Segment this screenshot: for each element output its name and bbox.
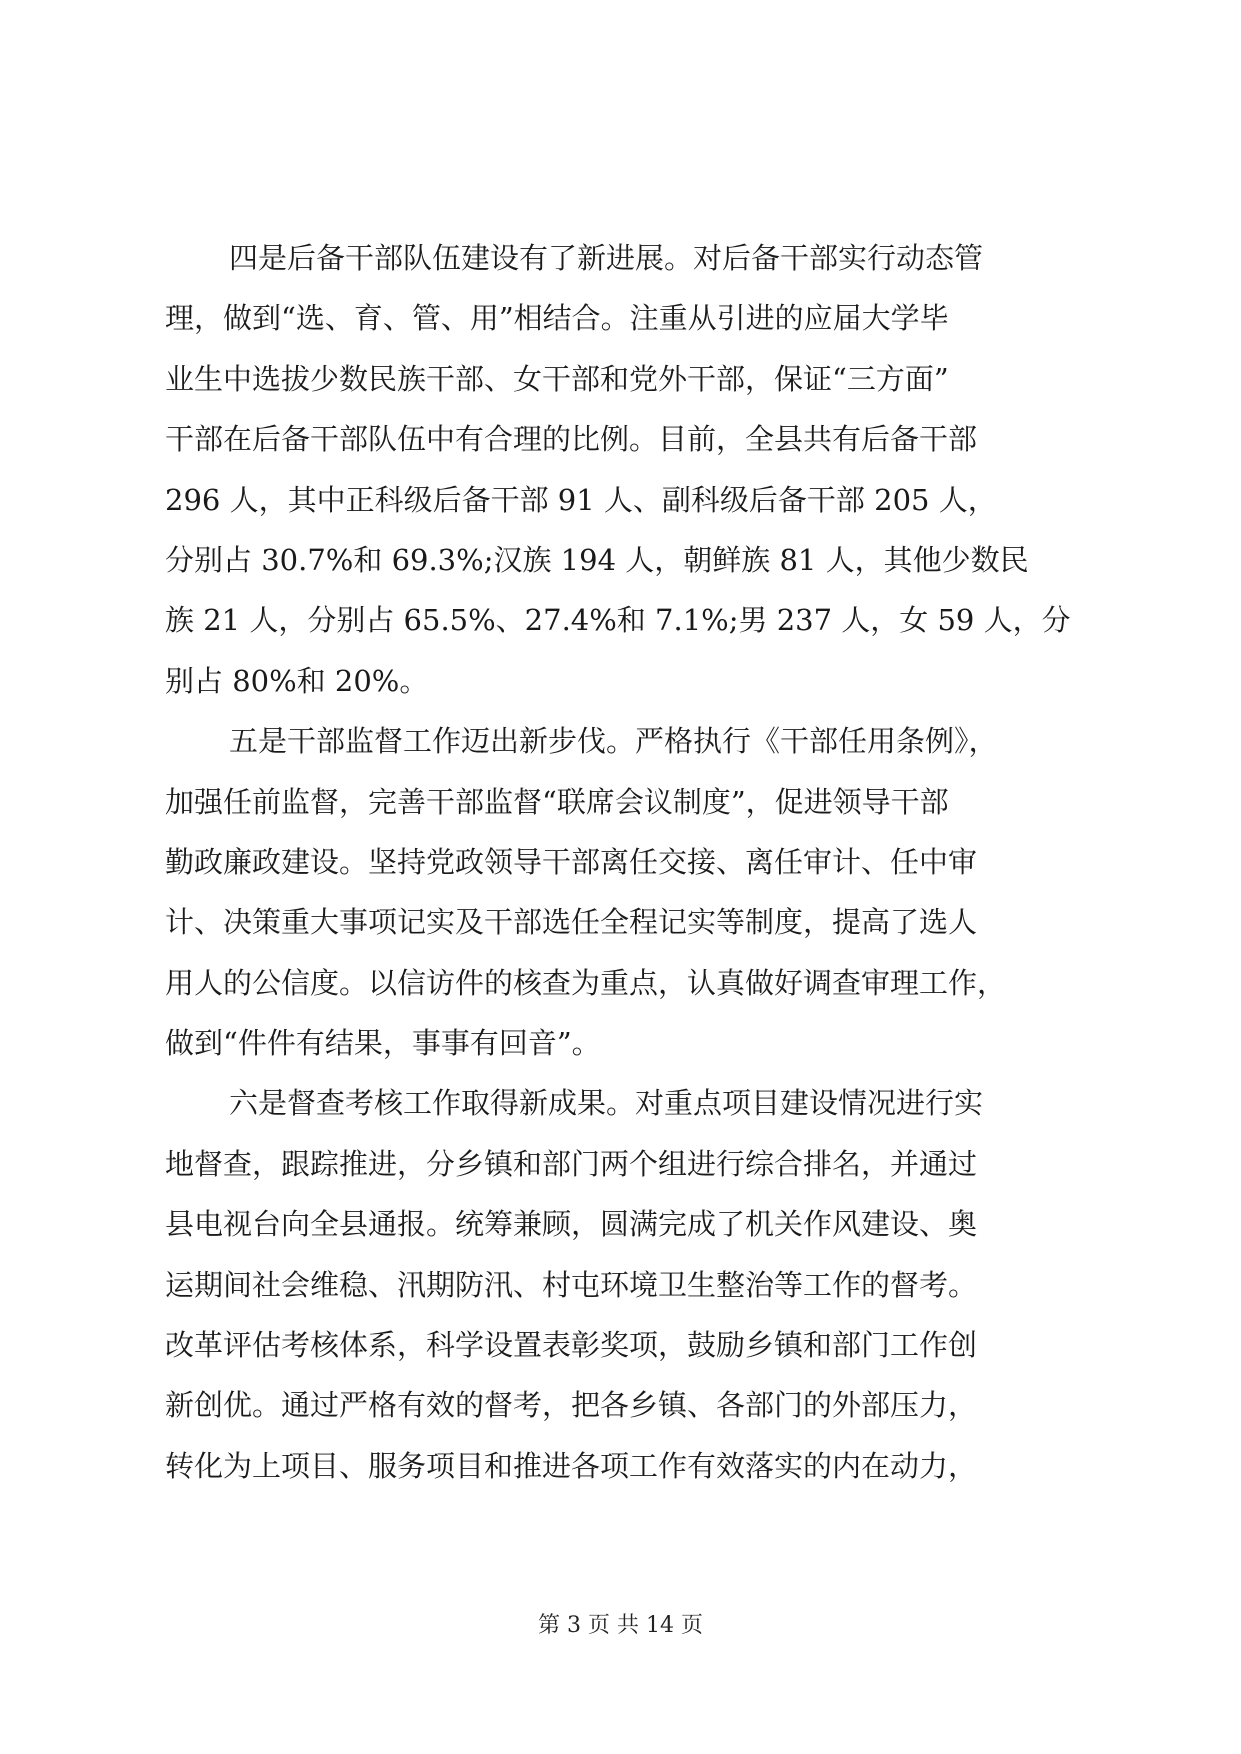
- paragraph-6-line-1: 六是督查考核工作取得新成果。对重点项目建设情况进行实: [229, 1086, 984, 1121]
- paragraph-5-line-5: 用人的公信度。以信访件的核查为重点，认真做好调查审理工作，: [165, 965, 1007, 1000]
- paragraph-5-line-2: 加强任前监督，完善干部监督“联席会议制度”，促进领导干部: [165, 784, 949, 819]
- paragraph-4-line-6: 分别占 30.7%和 69.3%;汉族 194 人，朝鲜族 81 人，其他少数民: [165, 542, 1029, 577]
- paragraph-4-line-5: 296 人，其中正科级后备干部 91 人、副科级后备干部 205 人，: [165, 482, 997, 517]
- paragraph-4-line-2: 理，做到“选、育、管、用”相结合。注重从引进的应届大学毕: [165, 301, 949, 336]
- paragraph-6-line-7: 转化为上项目、服务项目和推进各项工作有效落实的内在动力，: [165, 1448, 978, 1483]
- paragraph-6-line-4: 运期间社会维稳、汛期防汛、村屯环境卫生整治等工作的督考。: [165, 1267, 978, 1302]
- paragraph-5-line-6: 做到“件件有结果，事事有回音”。: [165, 1026, 601, 1061]
- paragraph-4-line-7: 族 21 人，分别占 65.5%、27.4%和 7.1%;男 237 人，女 59 人，分: [165, 603, 1071, 638]
- document-body: [165, 228, 1085, 1496]
- paragraph-4-line-4: 干部在后备干部队伍中有合理的比例。目前，全县共有后备干部: [165, 422, 978, 457]
- paragraph-5-line-4: 计、决策重大事项记实及干部选任全程记实等制度，提高了选人: [165, 905, 978, 940]
- paragraph-6-line-2: 地督查，跟踪推进，分乡镇和部门两个组进行综合排名，并通过: [165, 1146, 978, 1181]
- paragraph-4-line-3: 业生中选拔少数民族干部、女干部和党外干部，保证“三方面”: [165, 361, 949, 396]
- paragraph-4-line-8: 别占 80%和 20%。: [165, 663, 429, 698]
- paragraph-5-line-3: 勤政廉政建设。坚持党政领导干部离任交接、离任审计、任中审: [165, 844, 978, 879]
- page-number-footer: 第 3 页 共 14 页: [538, 1613, 703, 1638]
- paragraph-6-line-6: 新创优。通过严格有效的督考，把各乡镇、各部门的外部压力，: [165, 1388, 978, 1423]
- paragraph-6-line-5: 改革评估考核体系，科学设置表彰奖项，鼓励乡镇和部门工作创: [165, 1328, 978, 1363]
- paragraph-4-line-1: 四是后备干部队伍建设有了新进展。对后备干部实行动态管: [229, 241, 984, 275]
- paragraph-5-line-1: 五是干部监督工作迈出新步伐。严格执行《干部任用条例》，: [229, 724, 998, 759]
- paragraph-6-line-3: 县电视台向全县通报。统筹兼顾，圆满完成了机关作风建设、奥: [165, 1207, 978, 1242]
